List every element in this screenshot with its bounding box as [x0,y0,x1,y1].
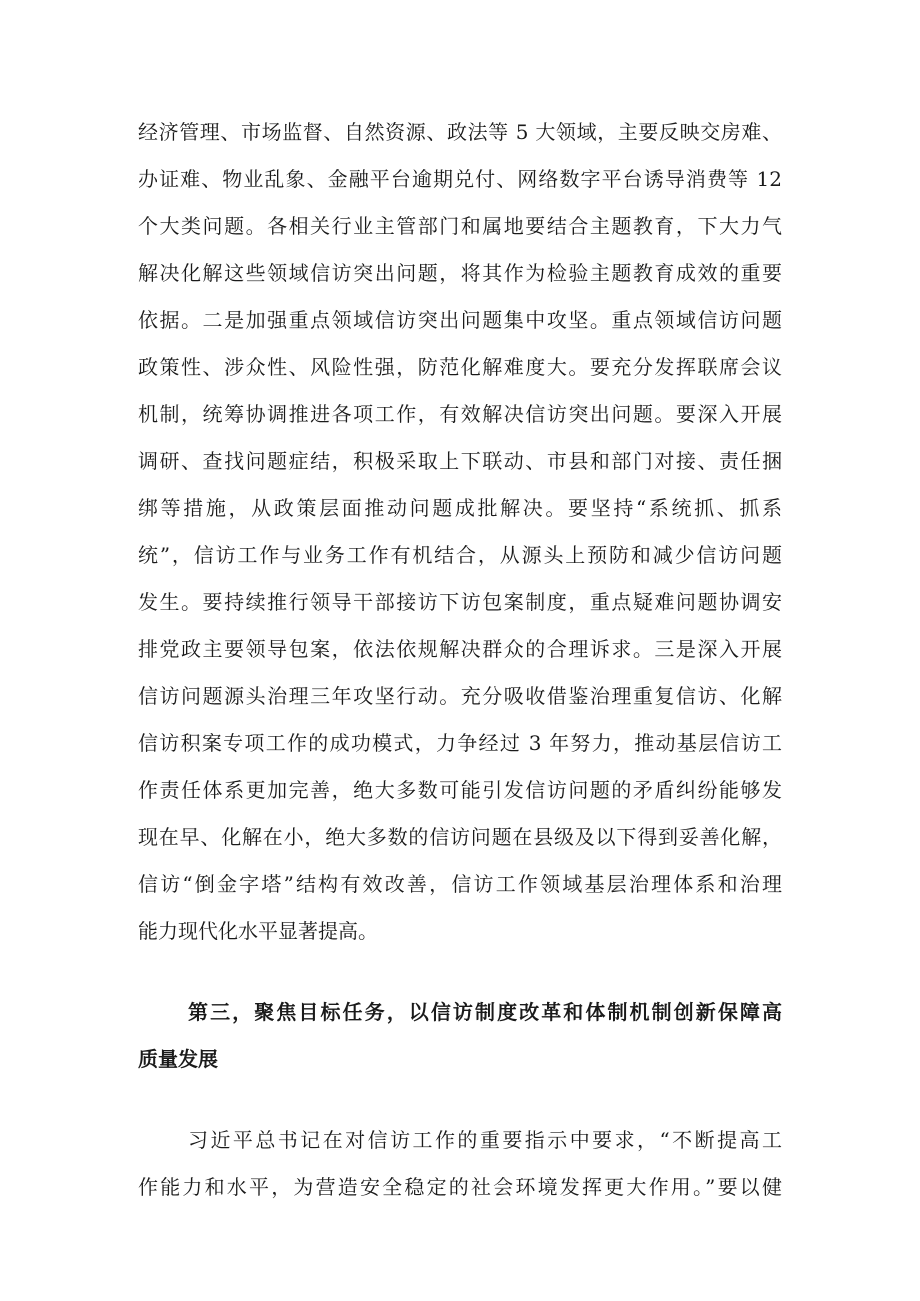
text-line: 发生。要持续推行领导干部接访下访包案制度，重点疑难问题协调安 [138,590,782,614]
text-line: 解决化解这些领域信访突出问题，将其作为检验主题教育成效的重要 [138,261,782,285]
text-line: 作能力和水平，为营造安全稳定的社会环境发挥更大作用。”要以健 [138,1175,782,1199]
text-line: 现在早、化解在小，绝大多数的信访问题在县级及以下得到妥善化解， [138,825,782,849]
text-line: 调研、查找问题症结，积极采取上下联动、市县和部门对接、责任捆 [138,449,782,473]
text-line: 信访问题源头治理三年攻坚行动。充分吸收借鉴治理重复信访、化解 [138,684,782,708]
text-line: 能力现代化水平显著提高。 [138,919,378,943]
text-line: 政策性、涉众性、风险性强，防范化解难度大。要充分发挥联席会议 [138,355,782,379]
text-line: 习近平总书记在对信访工作的重要指示中要求，“不断提高工 [188,1128,782,1152]
heading-line: 质量发展 [138,1047,218,1071]
text-line: 经济管理、市场监督、自然资源、政法等 5 大领域，主要反映交房难、 [138,120,782,144]
text-line: 个大类问题。各相关行业主管部门和属地要结合主题教育，下大力气 [138,214,782,238]
heading-line: 第三，聚焦目标任务，以信访制度改革和体制机制创新保障高 [188,1000,782,1024]
text-line: 机制，统筹协调推进各项工作，有效解决信访突出问题。要深入开展 [138,402,782,426]
text-line: 依据。二是加强重点领域信访突出问题集中攻坚。重点领域信访问题 [138,308,782,332]
text-line: 办证难、物业乱象、金融平台逾期兑付、网络数字平台诱导消费等 12 [138,167,782,191]
text-line: 统”，信访工作与业务工作有机结合，从源头上预防和减少信访问题 [138,543,782,567]
text-line: 排党政主要领导包案，依法依规解决群众的合理诉求。三是深入开展 [138,637,782,661]
text-line: 信访积案专项工作的成功模式，力争经过 3 年努力，推动基层信访工 [138,731,782,755]
text-line: 信访“倒金字塔”结构有效改善，信访工作领域基层治理体系和治理 [138,872,782,896]
text-line: 作责任体系更加完善，绝大多数可能引发信访问题的矛盾纠纷能够发 [138,778,782,802]
text-line: 绑等措施，从政策层面推动问题成批解决。要坚持“系统抓、抓系 [138,496,782,520]
